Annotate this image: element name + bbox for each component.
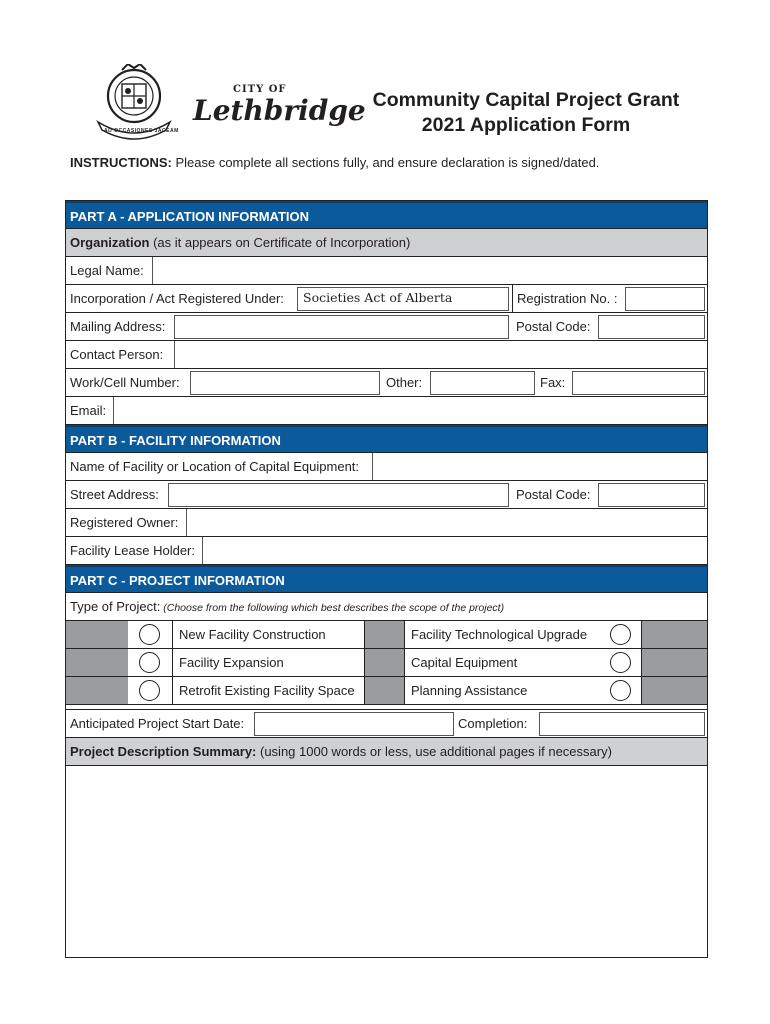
option-label: Retrofit Existing Facility Space — [172, 677, 364, 704]
logo-city-name: Lethbridge — [193, 94, 366, 127]
organization-lead: Organization — [70, 235, 150, 250]
fax-label: Fax: — [540, 375, 566, 390]
radio-capital-equipment[interactable] — [610, 652, 631, 673]
registration-field[interactable] — [625, 287, 705, 311]
option-label: Facility Expansion — [172, 649, 364, 676]
radio-planning-assistance[interactable] — [610, 680, 631, 701]
facility-name-row — [66, 453, 707, 481]
project-type-row — [66, 593, 707, 621]
owner-label: Registered Owner: — [70, 515, 179, 530]
part-c-header — [66, 565, 707, 593]
facility-postal-field[interactable] — [598, 483, 705, 507]
logo-city-of: CITY OF — [233, 84, 287, 95]
mailing-address-field[interactable] — [174, 315, 509, 339]
contact-label: Contact Person: — [70, 347, 164, 362]
summary-lead: Project Description Summary: — [70, 744, 257, 759]
radio-facility-technological-upgrade[interactable] — [610, 624, 631, 645]
option-label: Facility Technological Upgrade — [404, 621, 600, 648]
phone-row — [66, 369, 707, 397]
part-a-heading: PART A - APPLICATION INFORMATION — [70, 209, 310, 224]
project-type-label: Type of Project: — [70, 599, 161, 614]
facility-name-field[interactable] — [372, 453, 707, 480]
dates-row — [66, 709, 707, 738]
registration-label: Registration No. : — [512, 285, 617, 312]
street-address-field[interactable] — [168, 483, 509, 507]
incorporation-row — [66, 285, 707, 313]
option-label: Capital Equipment — [404, 649, 600, 676]
project-description-textarea[interactable] — [66, 766, 707, 957]
part-c-heading: PART C - PROJECT INFORMATION — [70, 573, 285, 588]
facility-postal-label: Postal Code: — [516, 487, 591, 502]
contact-person-field[interactable] — [174, 341, 707, 368]
incorporation-field[interactable]: Societies Act of Alberta — [297, 287, 509, 311]
organization-subheader — [66, 229, 707, 257]
project-type-hint: (Choose from the following which best describes the scope of the project) — [160, 602, 505, 614]
logo-seal-motto: AD OCCASIONES JACEAM — [104, 128, 179, 134]
contact-row — [66, 341, 707, 369]
legal-name-field[interactable] — [152, 257, 707, 284]
completion-label: Completion: — [458, 716, 528, 731]
fax-field[interactable] — [572, 371, 705, 395]
other-label: Other: — [386, 375, 423, 390]
work-cell-field[interactable] — [190, 371, 380, 395]
email-label: Email: — [70, 403, 107, 418]
title-line-1: Community Capital Project Grant — [372, 89, 680, 111]
mailing-postal-label: Postal Code: — [516, 319, 591, 334]
application-form — [65, 200, 708, 958]
summary-note: (using 1000 words or less, use additional pages if necessary) — [256, 744, 612, 759]
incorporation-label: Incorporation / Act Registered Under: — [70, 291, 284, 306]
other-field[interactable] — [430, 371, 535, 395]
registered-owner-field[interactable] — [186, 509, 707, 536]
city-logo — [88, 64, 366, 144]
instructions — [70, 155, 599, 170]
work-cell-label: Work/Cell Number: — [70, 375, 180, 390]
mailing-row — [66, 313, 707, 341]
legal-name-label: Legal Name: — [70, 263, 144, 278]
lease-holder-field[interactable] — [202, 537, 707, 564]
facility-name-label: Name of Facility or Location of Capital Equipment: — [70, 459, 360, 474]
option-label: New Facility Construction — [172, 621, 364, 648]
summary-subheader — [66, 738, 707, 766]
title-line-2: 2021 Application Form — [421, 114, 631, 136]
radio-retrofit-existing-facility-space[interactable] — [139, 680, 160, 701]
form-title — [360, 88, 692, 138]
instructions-lead: INSTRUCTIONS: — [70, 155, 172, 170]
project-option-row — [66, 621, 707, 649]
option-label: Planning Assistance — [404, 677, 600, 704]
part-b-header — [66, 425, 707, 453]
project-option-row — [66, 649, 707, 677]
mailing-postal-field[interactable] — [598, 315, 705, 339]
organization-note: (as it appears on Certificate of Incorporation) — [149, 235, 411, 250]
mailing-label: Mailing Address: — [70, 319, 166, 334]
start-date-label: Anticipated Project Start Date: — [70, 716, 245, 731]
street-row — [66, 481, 707, 509]
lease-label: Facility Lease Holder: — [70, 543, 195, 558]
email-field[interactable] — [113, 397, 707, 424]
email-row — [66, 397, 707, 425]
completion-field[interactable] — [539, 712, 705, 736]
street-label: Street Address: — [70, 487, 159, 502]
instructions-text: Please complete all sections fully, and ensure declaration is signed/dated. — [171, 155, 600, 170]
part-a-header — [66, 201, 707, 229]
legal-name-row — [66, 257, 707, 285]
radio-new-facility-construction[interactable] — [139, 624, 160, 645]
owner-row — [66, 509, 707, 537]
start-date-field[interactable] — [254, 712, 454, 736]
project-option-row — [66, 677, 707, 705]
part-b-heading: PART B - FACILITY INFORMATION — [70, 433, 281, 448]
lease-row — [66, 537, 707, 565]
radio-facility-expansion[interactable] — [139, 652, 160, 673]
